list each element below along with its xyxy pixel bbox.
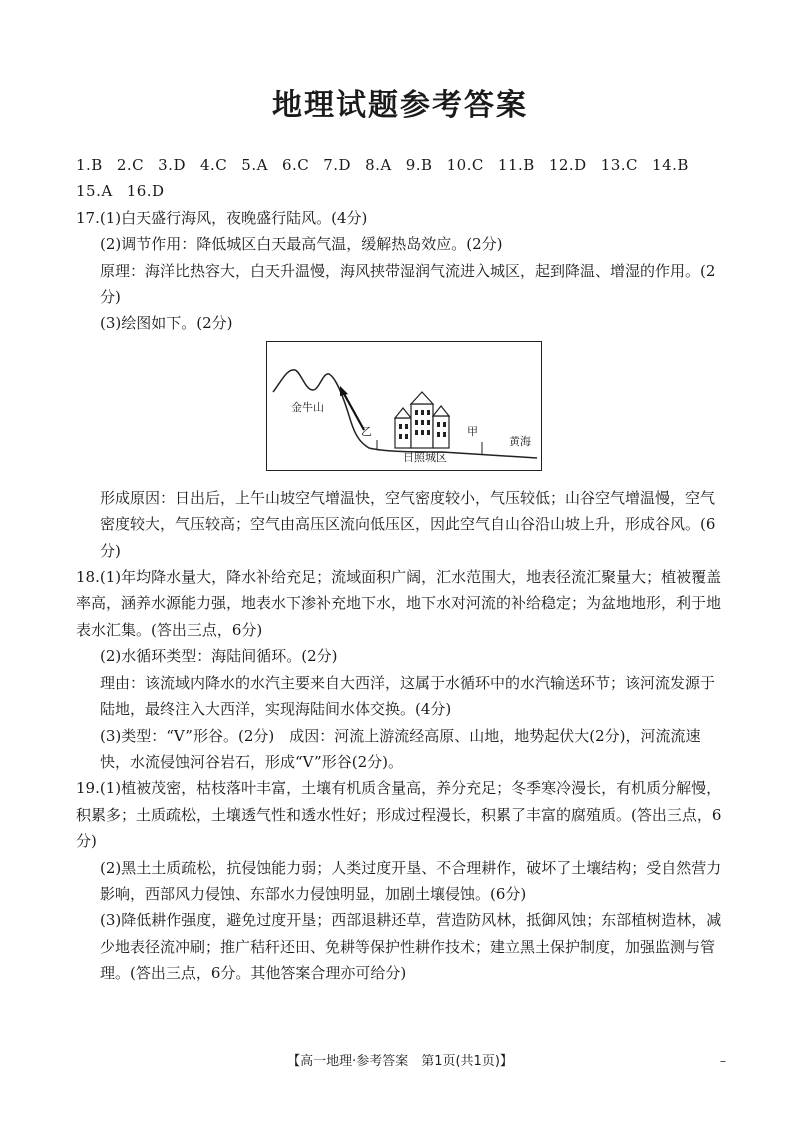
q17-part3-reason: 形成原因：日出后，上午山坡空气增温快，空气密度较小，气压较低；山谷空气增温慢，空气密度较大，气压较高；空气由高压区流向低压区，因此空气自山谷沿山坡上升，形成谷风。(6分)	[100, 488, 716, 560]
multiple-choice-answers	[76, 152, 728, 205]
mountain-label: 金牛山	[291, 400, 324, 414]
q17-part2: (2)调节作用：降低城区白天最高气温，缓解热岛效应。(2分)	[100, 235, 503, 254]
q18-part2-reason: 理由：该流域内降水的水汽主要来自大西洋，这属于水循环中的水汽输送环节；该河流发源于陆地，最终注入大西洋，实现海陆间水体交换。(4分)	[100, 673, 716, 719]
mc-answer: 6.C	[281, 156, 310, 174]
mc-answer: 5.A	[241, 156, 268, 174]
mc-answer: 1.B	[76, 156, 103, 174]
page-footer: 【高一地理·参考答案 第1页(共1页)】	[287, 1054, 513, 1069]
answer-body	[76, 152, 728, 987]
mc-answer: 8.A	[365, 156, 392, 174]
q18-part3: (3)类型：“V”形谷。(2分) 成因：河流上游流经高原、山地，地势起伏大(2分)，河流流速快，水流侵蚀河谷岩石，形成“V”形谷(2分)。	[100, 726, 701, 771]
mc-answer: 16.D	[126, 182, 165, 201]
mc-answer: 4.C	[199, 156, 228, 174]
q17-part1: 17.(1)白天盛行海风，夜晚盛行陆风。(4分)	[76, 208, 368, 227]
mc-answer: 14.B	[652, 156, 689, 174]
q19-part3: (3)降低耕作强度，避免过度开垦；西部退耕还草，营造防风林，抵御风蚀；东部植树造林，减少地表径流冲刷；推广秸秆还田、免耕等保护性耕作技术；建立黑土保护制度，加强监测与管理。(答出三点，6分。其他答案合理亦可给分)	[100, 911, 722, 983]
arrow-head-icon	[340, 386, 348, 396]
mc-answer: 15.A	[76, 182, 113, 201]
q18-part1: 18.(1)年均降水量大，降水补给充足；流域面积广阔，汇水范围大，地表径流汇聚量大；植被覆盖率高，涵养水源能力强，地表水下渗补充地下水，地下水对河流的补给稳定；为盆地地形，利于地表水汇集。(答出三点，6分)	[76, 568, 722, 639]
mc-answer: 3.D	[158, 156, 186, 174]
point-jia-label: 甲	[467, 424, 478, 438]
figure-container	[76, 341, 728, 477]
q19-part2: (2)黑土土质疏松，抗侵蚀能力弱；人类过度开垦、不合理耕作，破坏了土壤结构；受自然营力影响，西部风力侵蚀、东部水力侵蚀明显，加剧土壤侵蚀。(6分)	[100, 858, 722, 903]
city-label: 日照城区	[403, 450, 447, 464]
page-title: 地理试题参考答案	[272, 88, 528, 123]
point-yi-label: 乙	[361, 424, 372, 438]
city-buildings-icon	[395, 392, 449, 448]
sea-label: 黄海	[509, 434, 531, 448]
mc-answer: 12.D	[548, 156, 587, 174]
q19-part1: 19.(1)植被茂密，枯枝落叶丰富，土壤有机质含量高，养分充足；冬季寒冷漫长，有机质分解慢，积累多；土质疏松，土壤透气性和透水性好；形成过程漫长，积累了丰富的腐殖质。(答出三点，6分)	[76, 779, 722, 851]
mc-answer: 9.B	[405, 156, 433, 174]
mc-answer: 10.C	[446, 156, 484, 174]
mc-answer: 11.B	[497, 156, 535, 174]
footer-mark: –	[720, 1054, 726, 1068]
mc-answer: 2.C	[116, 156, 145, 174]
mc-answer: 7.D	[323, 156, 352, 174]
q17-part3: (3)绘图如下。(2分)	[100, 314, 233, 333]
mc-answer: 13.C	[600, 156, 639, 174]
q17-part2-reason: 原理：海洋比热容大，白天升温慢，海风挟带湿润气流进入城区，起到降温、增湿的作用。(2分)	[100, 261, 716, 307]
valley-breeze-diagram	[266, 341, 542, 471]
q18-part2: (2)水循环类型：海陆间循环。(2分)	[100, 647, 338, 666]
